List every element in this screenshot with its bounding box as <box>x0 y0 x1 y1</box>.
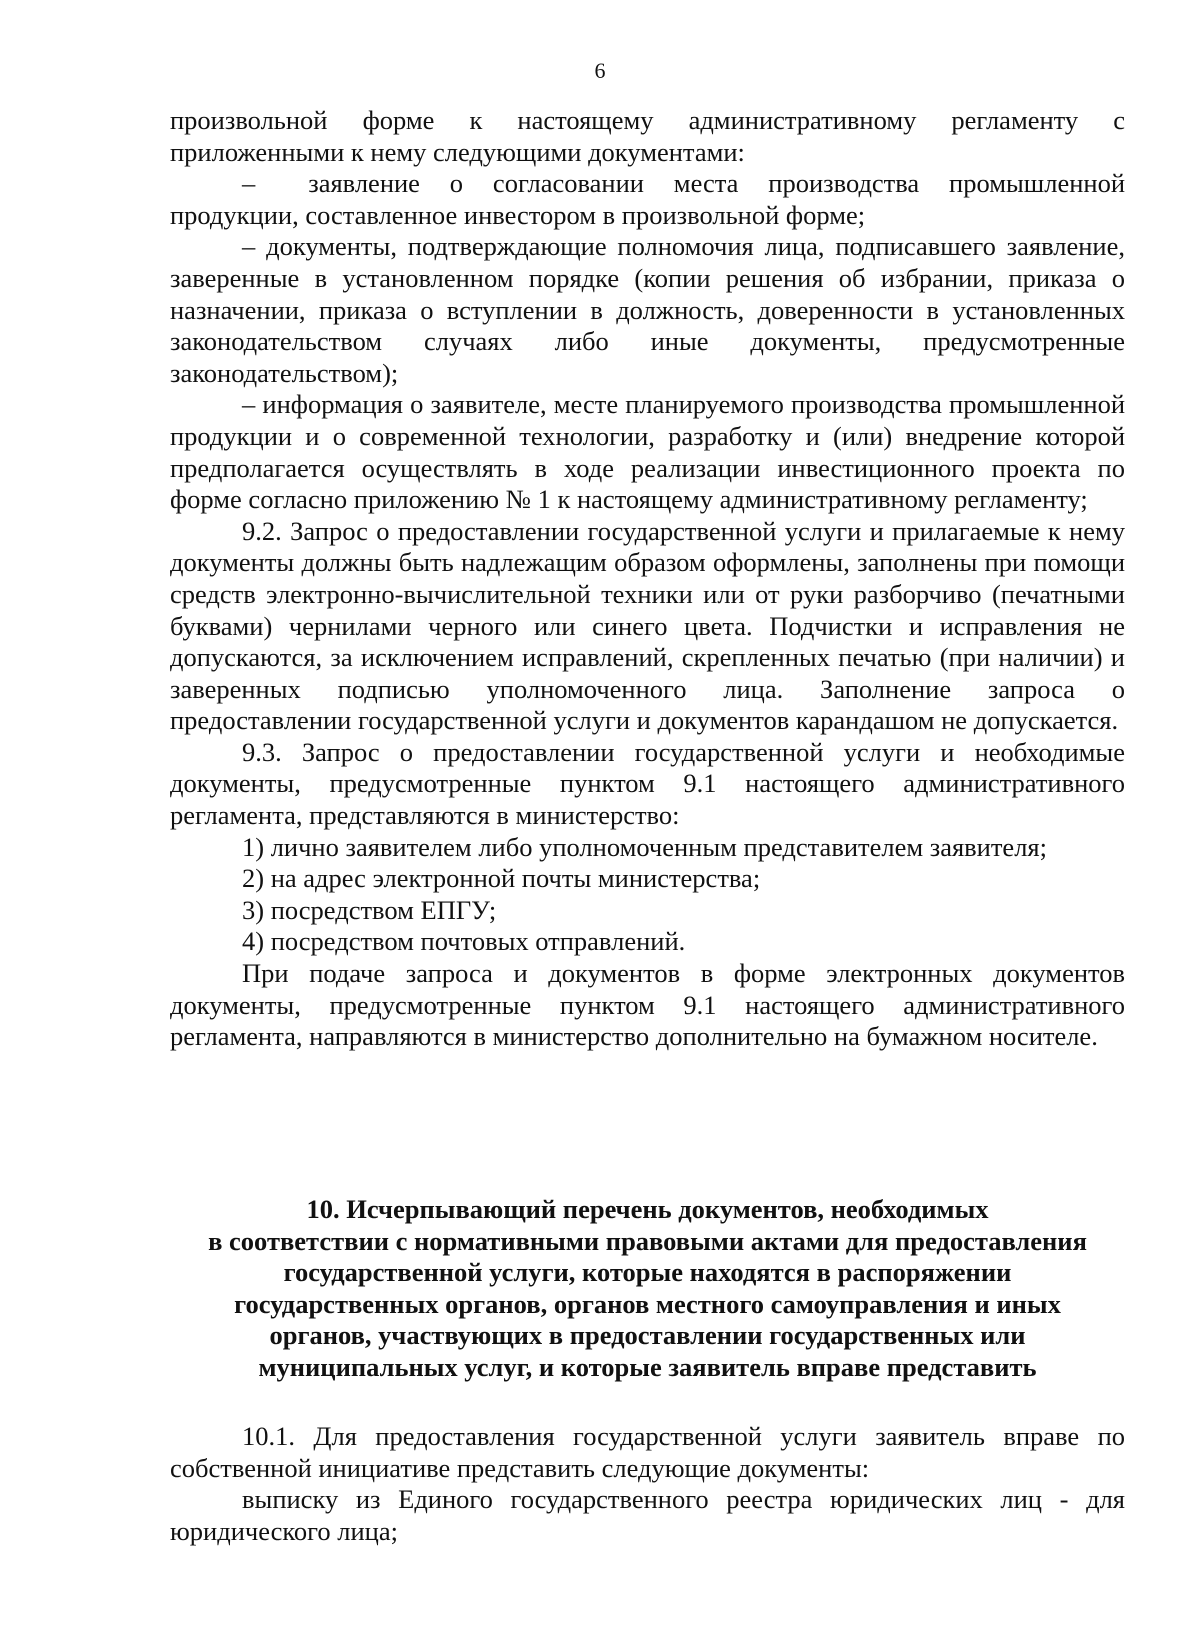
paragraph-10-1: 10.1. Для предоставления государственной услуги заявитель вправе по собственной инициативе представить следующие документы: <box>170 1421 1125 1483</box>
list-item-post: 4) посредством почтовых отправлений. <box>242 926 686 957</box>
list-item-egrul-extract: выписку из Единого государственного реестра юридических лиц - для юридического лица; <box>170 1484 1125 1546</box>
list-item-email: 2) на адрес электронной почты министерства; <box>242 863 761 894</box>
list-item-authority-documents: – документы, подтверждающие полномочия лица, подписавшего заявление, заверенные в установленном порядке (копии решения об избрании, приказа о назначении, приказа о вступлении в должность, доверенности в установленных законодательством случаях либо иные документы, предусмотренные законодательством); <box>170 231 1125 388</box>
paragraph-electronic-submission: При подаче запроса и документов в форме электронных документов документы, предусмотренные пунктом 9.1 настоящего административного регламента, направляются в министерство дополнительно на бумажном носителе. <box>170 958 1125 1052</box>
list-item-application: – заявление о согласовании места производства промышленной продукции, составленное инвестором в произвольной форме; <box>170 168 1125 230</box>
list-item-applicant-info: – информация о заявителе, месте планируемого производства промышленной продукции и о современной технологии, разработку и (или) внедрение которой предполагается осуществлять в ходе реализации инвестиционного проекта по форме согласно приложению № 1 к настоящему административному регламенту; <box>170 389 1125 515</box>
paragraph-9-3: 9.3. Запрос о предоставлении государственной услуги и необходимые документы, предусмотренные пунктом 9.1 настоящего административного регламента, представляются в министерство: <box>170 736 1125 831</box>
heading-line: государственных органов, органов местного самоуправления и иных <box>234 1288 1061 1319</box>
heading-line: органов, участвующих в предоставлении государственных или <box>269 1320 1026 1351</box>
heading-line: муниципальных услуг, и которые заявитель вправе представить <box>258 1351 1037 1382</box>
paragraph-intro-continuation: произвольной форме к настоящему административному регламенту с приложенными к нему следующими документами: <box>170 105 1125 167</box>
heading-line: в соответствии с нормативными правовыми актами для предоставления <box>208 1225 1087 1256</box>
heading-line: государственной услуги, которые находятся в распоряжении <box>283 1257 1012 1288</box>
body-text <box>170 105 1125 1053</box>
section-10-body <box>170 1421 1125 1547</box>
paragraph-9-2: 9.2. Запрос о предоставлении государственной услуги и прилагаемые к нему документы должны быть надлежащим образом оформлены, заполнены при помощи средств электронно-вычислительной техники или от руки разборчиво (печатными буквами) чернилами черного или синего цвета. Подчистки и исправления не допускаются, за исключением исправлений, скрепленных печатью (при наличии) и заверенных подписью уполномоченного лица. Заполнение запроса о предоставлении государственной услуги и документов карандашом не допускается. <box>170 515 1125 736</box>
page-number: 6 <box>594 58 606 83</box>
list-item-epgu: 3) посредством ЕПГУ; <box>242 894 497 925</box>
list-item-in-person: 1) лично заявителем либо уполномоченным представителем заявителя; <box>242 831 1047 862</box>
section-10-heading <box>170 1194 1125 1384</box>
heading-line: 10. Исчерпывающий перечень документов, необходимых <box>306 1194 989 1224</box>
